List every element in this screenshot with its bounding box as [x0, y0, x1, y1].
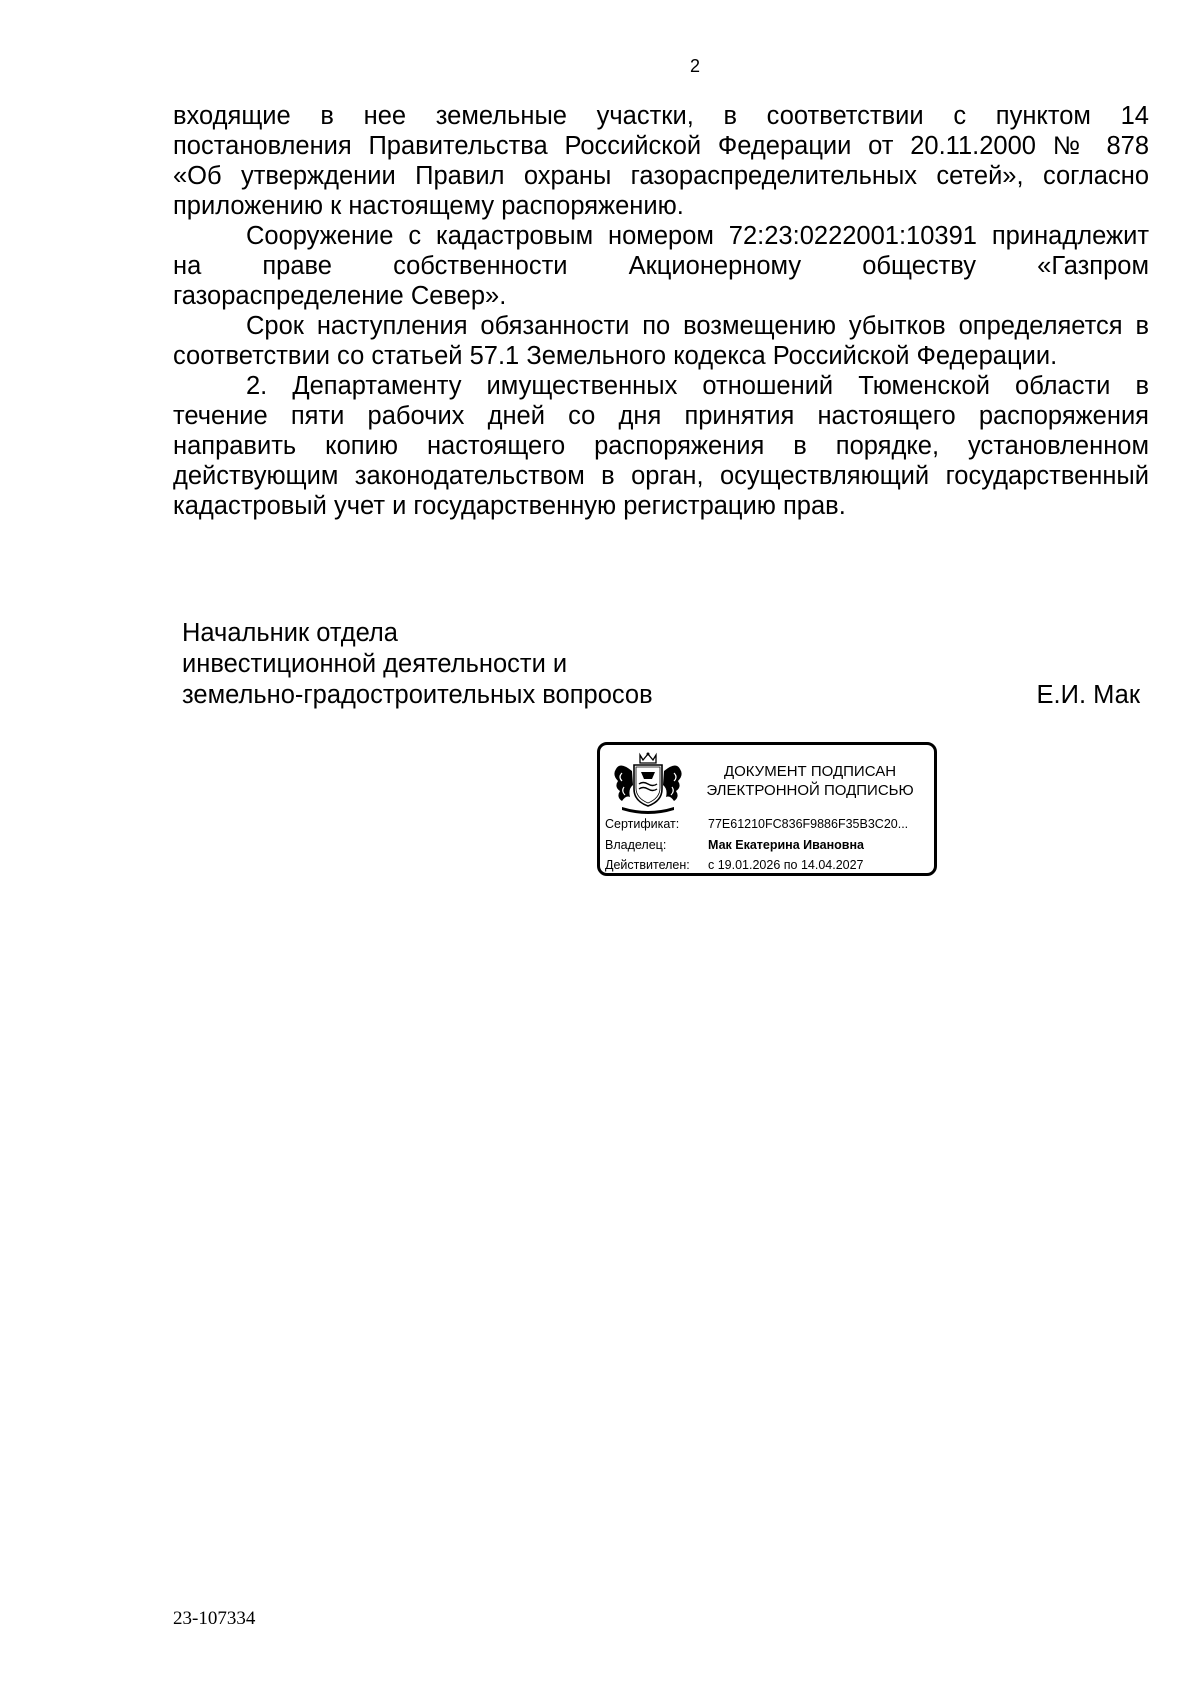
text-line: соответствии со статьей 57.1 Земельного кодекса Российской Федерации.	[173, 342, 1058, 370]
signer-position-line: Начальник отдела	[182, 619, 398, 647]
owner-label: Владелец:	[605, 837, 667, 852]
certificate-row	[605, 814, 908, 835]
text-line: газораспределение Север».	[173, 282, 507, 310]
text-line: кадастровый учет и государственную регистрацию прав.	[173, 492, 846, 520]
signer-position-line: инвестиционной деятельности и	[182, 650, 568, 678]
paragraph-2	[173, 221, 1149, 311]
text-line: течение пяти рабочих дней со дня принятия настоящего распоряжения	[173, 402, 1149, 430]
stamp-title	[692, 762, 928, 800]
text-line: Срок наступления обязанности по возмещению убытков определяется в	[246, 312, 1149, 340]
paragraph-1	[173, 101, 1149, 221]
text-line: приложению к настоящему распоряжению.	[173, 192, 684, 220]
text-line: Сооружение с кадастровым номером 72:23:0222001:10391 принадлежит	[246, 222, 1149, 250]
certificate-value: 77E61210FC836F9886F35B3C20...	[708, 817, 909, 831]
owner-row	[605, 835, 908, 856]
owner-value: Мак Екатерина Ивановна	[708, 837, 864, 852]
text-line: «Об утверждении Правил охраны газораспределительных сетей», согласно	[173, 162, 1149, 190]
certificate-label: Сертификат:	[605, 817, 680, 831]
text-line: направить копию настоящего распоряжения в порядке, установленном	[173, 432, 1149, 460]
signer-position	[182, 618, 653, 711]
paragraph-3	[173, 311, 1149, 371]
tyumen-coat-of-arms-icon	[608, 751, 688, 815]
signer-name: Е.И. Мак	[1036, 681, 1140, 709]
stamp-title-line: ДОКУМЕНТ ПОДПИСАН	[723, 763, 897, 780]
paragraph-4	[173, 371, 1149, 521]
valid-row	[605, 855, 908, 876]
text-line: входящие в нее земельные участки, в соответствии с пунктом 14	[173, 102, 1149, 130]
valid-value: с 19.01.2026 по 14.04.2027	[708, 858, 864, 872]
text-line: 2. Департаменту имущественных отношений Тюменской области в	[246, 372, 1149, 400]
stamp-details	[605, 814, 908, 876]
page-number: 2	[689, 56, 700, 76]
stamp-title-line: ЭЛЕКТРОННОЙ ПОДПИСЬЮ	[706, 782, 914, 799]
text-line: действующим законодательством в орган, осуществляющий государственный	[173, 462, 1149, 490]
signer-position-line: земельно-градостроительных вопросов	[182, 681, 653, 709]
text-line: постановления Правительства Российской Федерации от 20.11.2000 № 878	[173, 132, 1149, 160]
document-number: 23-107334	[173, 1608, 256, 1629]
text-line: на праве собственности Акционерному обществу «Газпром	[173, 252, 1149, 280]
electronic-signature-stamp	[597, 742, 937, 876]
valid-label: Действителен:	[605, 858, 690, 872]
document-body	[173, 101, 1149, 521]
